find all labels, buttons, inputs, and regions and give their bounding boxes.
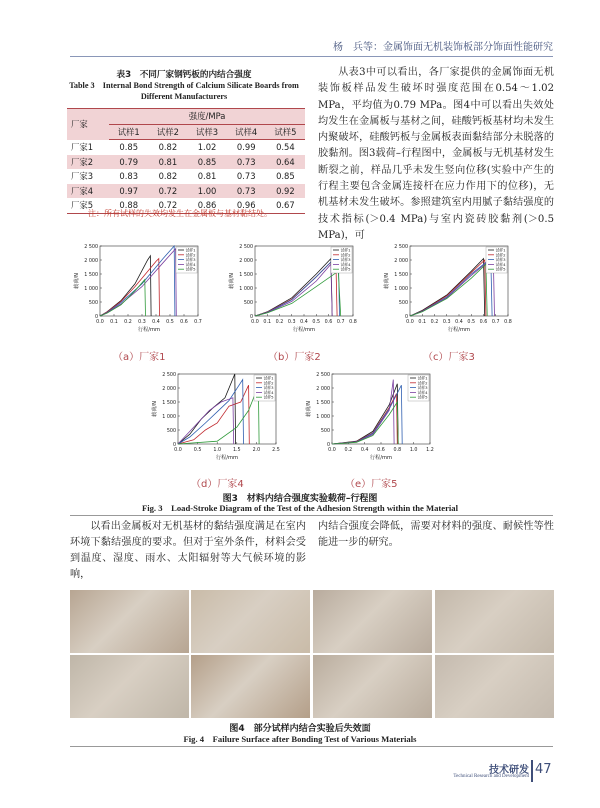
table3-note: 注：所有试样的失效均发生在金属板与基材黏结处。 [88, 209, 272, 218]
running-header: 杨 兵等：金属饰面无机装饰板部分饰面性能研究 [333, 42, 553, 53]
table-cell: 0.82 [158, 171, 178, 182]
x-tick-label: 1.0 [409, 448, 418, 453]
table-cell-factory: 厂家1 [71, 142, 94, 152]
legend-label: 试样1 [495, 247, 506, 253]
table-cell: 0.81 [197, 171, 217, 182]
x-tick-label: 1.5 [232, 448, 241, 453]
table3-title-cn: 表3 不同厂家钢钙板的内结合强度 [116, 70, 252, 80]
table-header-trial: 试样5 [266, 124, 305, 140]
x-tick-label: 0.6 [180, 320, 188, 325]
table-row [67, 155, 305, 170]
x-tick-label: 0.0 [96, 320, 104, 325]
x-tick-label: 0.5 [467, 320, 476, 325]
y-tick-label: 1 500 [316, 400, 330, 406]
x-tick-label: 0.0 [251, 320, 259, 325]
legend-label: 试样1 [417, 375, 428, 381]
series-line [332, 384, 398, 444]
y-tick-label: 2 000 [316, 386, 330, 392]
table-row [67, 140, 305, 155]
y-tick-label: 2 500 [84, 244, 98, 250]
table-header-factory: 厂家 [71, 119, 88, 130]
table-cell: 0.83 [119, 171, 139, 182]
x-tick-label: 0.7 [194, 320, 202, 325]
failure-photo [313, 655, 432, 718]
x-tick-label: 0.1 [418, 320, 427, 325]
x-tick-label: 1.0 [213, 448, 222, 453]
legend-label: 试样2 [263, 380, 274, 386]
failure-photo [191, 590, 310, 653]
table3 [67, 108, 305, 214]
x-axis-label: 行程/mm [215, 455, 239, 461]
legend-label: 试样2 [340, 252, 351, 258]
table-header-trial: 试样3 [187, 124, 226, 140]
x-tick-label: 0.0 [406, 320, 414, 325]
table-cell: 0.85 [187, 155, 226, 170]
table-cell-factory: 厂家5 [71, 200, 94, 211]
header-rule [70, 56, 553, 57]
y-tick-label: 2 000 [162, 386, 176, 392]
y-axis-label: 载荷/N [152, 400, 158, 418]
y-axis-label: 载荷/N [229, 272, 235, 290]
x-tick-label: 0.4 [360, 448, 369, 453]
table-cell: 0.82 [158, 142, 178, 153]
y-tick-label: 0 [404, 314, 408, 320]
footer-journal-en: Technical Research and Development [453, 774, 529, 779]
legend-label: 试样5 [185, 266, 196, 272]
legend-label: 试样1 [185, 247, 196, 253]
legend-label: 试样2 [495, 252, 506, 258]
x-tick-label: 0.8 [393, 448, 402, 453]
chart-svg [302, 368, 452, 478]
figure4-title-en: Fig. 4 Failure Surface after Bonding Test of Various Materials [183, 734, 417, 744]
legend-label: 试样4 [417, 389, 428, 395]
chart-caption: （c）厂家3 [423, 352, 475, 363]
series-line [255, 259, 332, 316]
table-cell: 0.92 [266, 184, 305, 199]
paragraph: 从表3中可以看出，各厂家提供的金属饰面无机装饰板样品发生破坏时强度范围在0.54～1.02 MPa，平均值为0.79 MPa。图4中可以看出失效处均发生在金属板与基材之间，硅酸钙板基材均未发生内聚破坏，硅酸钙板与金属板表面黏结部分未脱落的胶黏剂。图3载荷–行程图中，金属板与无机基材发生断裂之前，样品几乎未发生竖向位移(实验中产生的行程主要包含金属连接杆在应力作用下的位移)，无机基材未发生破坏。参照建筑室内用腻子黏结强度的技术指标(＞0.4 MPa)与室内瓷砖胶黏剂(＞0.5 MPa)，可 [318, 67, 554, 241]
table-header-group: 强度/MPa [109, 109, 305, 125]
y-tick-label: 500 [320, 428, 330, 434]
x-axis-label: 行程/mm [137, 327, 161, 333]
figure3-title-cn: 图3 材料内结合强度实验载荷–行程图 [222, 494, 378, 504]
table-cell: 0.72 [158, 200, 178, 211]
legend-label: 试样3 [495, 257, 506, 263]
table-cell: 0.73 [227, 184, 266, 199]
x-tick-label: 0.6 [324, 320, 333, 325]
figure4-photos [70, 590, 554, 718]
table-cell: 1.02 [197, 142, 217, 153]
chart-b [225, 240, 375, 350]
series-line [100, 280, 146, 316]
y-axis-label: 载荷/N [74, 272, 80, 290]
x-tick-label: 0.0 [328, 448, 336, 453]
chart-c [380, 240, 530, 350]
chart-svg [148, 368, 298, 478]
x-tick-label: 0.8 [349, 320, 357, 325]
series-line [100, 256, 151, 316]
y-tick-label: 500 [88, 300, 98, 306]
y-axis-label: 载荷/N [384, 272, 390, 290]
chart-svg [70, 240, 220, 350]
failure-photo [435, 590, 554, 653]
chart-d [148, 368, 298, 478]
y-tick-label: 2 500 [239, 244, 253, 250]
table-cell-factory: 厂家3 [71, 171, 94, 182]
legend-label: 试样2 [417, 380, 428, 386]
footer-journal-cn: 技术研发 [489, 765, 529, 776]
table-cell: 0.73 [236, 171, 256, 182]
series-line [255, 257, 337, 316]
x-tick-label: 0.3 [287, 320, 296, 325]
body-right: 内结合强度会降低，需要对材料的强度、耐候性等性能进一步的研究。 [318, 521, 554, 548]
y-tick-label: 1 500 [162, 400, 176, 406]
legend-label: 试样3 [185, 257, 196, 263]
table-cell: 0.81 [148, 155, 187, 170]
figure3-title-en: Fig. 3 Load-Stroke Diagram of the Test of the Adhesion Strength within the Material [142, 503, 458, 513]
legend-label: 试样5 [495, 266, 506, 272]
x-axis-label: 行程/mm [369, 455, 393, 461]
table-cell-factory: 厂家2 [67, 155, 109, 170]
x-tick-label: 0.2 [124, 320, 132, 325]
table-cell-factory: 厂家4 [67, 184, 109, 199]
chart-a [70, 240, 220, 350]
table-header-trial: 试样1 [109, 124, 148, 140]
x-tick-label: 0.3 [138, 320, 146, 325]
table-header-trial: 试样4 [227, 124, 266, 140]
y-tick-label: 0 [94, 314, 98, 320]
table-cell: 0.86 [197, 200, 217, 211]
legend-label: 试样5 [263, 394, 274, 400]
failure-photo [313, 590, 432, 653]
y-axis-label: 载荷/N [306, 400, 312, 418]
x-tick-label: 0.1 [263, 320, 272, 325]
x-tick-label: 0.2 [344, 448, 353, 453]
table-cell: 0.96 [236, 200, 256, 211]
chart-caption: （d）厂家4 [191, 479, 244, 490]
y-tick-label: 1 500 [239, 272, 253, 278]
failure-photo [191, 655, 310, 718]
x-tick-label: 0.6 [377, 448, 385, 453]
failure-photo [70, 590, 189, 653]
table-cell: 0.99 [236, 142, 256, 153]
y-tick-label: 2 500 [162, 372, 176, 378]
table-cell: 0.97 [109, 184, 148, 199]
x-tick-label: 0.7 [491, 320, 500, 325]
table-row [67, 184, 305, 199]
figure3-rule [70, 515, 553, 516]
x-tick-label: 0.0 [174, 448, 182, 453]
y-tick-label: 1 000 [239, 286, 253, 292]
x-tick-label: 0.8 [504, 320, 512, 325]
legend-label: 试样3 [263, 385, 274, 391]
table-cell: 0.88 [119, 200, 139, 211]
x-tick-label: 0.1 [110, 320, 118, 325]
table-header-trial: 试样2 [148, 124, 187, 140]
x-axis-label: 行程/mm [447, 327, 471, 333]
x-tick-label: 0.5 [312, 320, 321, 325]
y-tick-label: 1 000 [162, 414, 176, 420]
y-tick-label: 0 [172, 442, 176, 448]
x-tick-label: 0.6 [479, 320, 488, 325]
legend-label: 试样4 [340, 261, 351, 267]
x-tick-label: 0.4 [300, 320, 308, 325]
series-line [255, 254, 340, 316]
y-tick-label: 1 000 [394, 286, 408, 292]
y-tick-label: 0 [249, 314, 253, 320]
legend-label: 试样4 [185, 261, 196, 267]
x-tick-label: 0.4 [152, 320, 160, 325]
x-tick-label: 0.2 [430, 320, 439, 325]
y-tick-label: 2 500 [394, 244, 408, 250]
failure-photo [70, 655, 189, 718]
x-tick-label: 0.3 [442, 320, 451, 325]
body-left: 以看出金属板对无机基材的黏结强度满足在室内环境下黏结强度的要求。但对于室外条件，材料会受到温度、湿度、雨水、太阳辐射等大气候环境的影响， [70, 521, 306, 580]
table-cell: 0.73 [227, 155, 266, 170]
table-cell: 0.67 [276, 200, 295, 211]
table-cell: 0.85 [119, 142, 139, 153]
table-cell: 0.64 [266, 155, 305, 170]
y-tick-label: 2 000 [394, 258, 408, 264]
x-axis-label: 行程/mm [292, 327, 316, 333]
y-tick-label: 1 500 [394, 272, 408, 278]
legend-label: 试样5 [417, 394, 428, 400]
legend-label: 试样3 [340, 257, 351, 263]
figure4-rule [70, 746, 553, 747]
chart-svg [380, 240, 530, 350]
x-tick-label: 0.5 [166, 320, 174, 325]
y-tick-label: 2 500 [316, 372, 330, 378]
table3-title-en: Table 3 Internal Bond Strength of Calcium Silicate Boards from Different Manufacturers [69, 81, 299, 101]
figure4-title-cn: 图4 部分试样内结合实验后失效面 [229, 724, 371, 734]
legend-label: 试样5 [340, 266, 351, 272]
x-tick-label: 0.7 [336, 320, 345, 325]
x-tick-label: 1.2 [426, 448, 434, 453]
y-tick-label: 2 000 [239, 258, 253, 264]
series-line [100, 246, 175, 316]
y-tick-label: 500 [398, 300, 408, 306]
right-column-text [318, 65, 554, 244]
page-number: 47 [535, 762, 552, 777]
table-cell: 0.72 [148, 184, 187, 199]
chart-svg [225, 240, 375, 350]
legend-label: 试样4 [263, 389, 274, 395]
legend-label: 试样1 [263, 375, 274, 381]
failure-photo [435, 655, 554, 718]
table-cell: 1.00 [187, 184, 226, 199]
legend-label: 试样4 [495, 261, 506, 267]
legend-label: 试样1 [340, 247, 351, 253]
table-row [67, 169, 305, 184]
y-tick-label: 500 [166, 428, 176, 434]
table-cell: 0.85 [276, 171, 295, 182]
footer-bar [531, 760, 533, 782]
y-tick-label: 500 [243, 300, 253, 306]
chart-caption: （b）厂家2 [268, 352, 321, 363]
table-cell: 0.79 [109, 155, 148, 170]
table-cell: 0.54 [276, 142, 295, 153]
chart-caption: （e）厂家5 [345, 479, 398, 490]
chart-e [302, 368, 452, 478]
x-tick-label: 2.0 [252, 448, 261, 453]
legend-label: 试样3 [417, 385, 428, 391]
y-tick-label: 1 000 [84, 286, 98, 292]
x-tick-label: 0.5 [193, 448, 202, 453]
series-line [178, 388, 259, 444]
y-tick-label: 1 000 [316, 414, 330, 420]
series-line [410, 259, 485, 316]
series-line [410, 259, 492, 316]
chart-caption: （a）厂家1 [113, 352, 166, 363]
x-tick-label: 0.4 [455, 320, 463, 325]
y-tick-label: 2 000 [84, 258, 98, 264]
x-tick-label: 0.2 [275, 320, 284, 325]
x-tick-label: 2.5 [272, 448, 280, 453]
y-tick-label: 0 [326, 442, 330, 448]
y-tick-label: 1 500 [84, 272, 98, 278]
legend-label: 试样2 [185, 252, 196, 258]
